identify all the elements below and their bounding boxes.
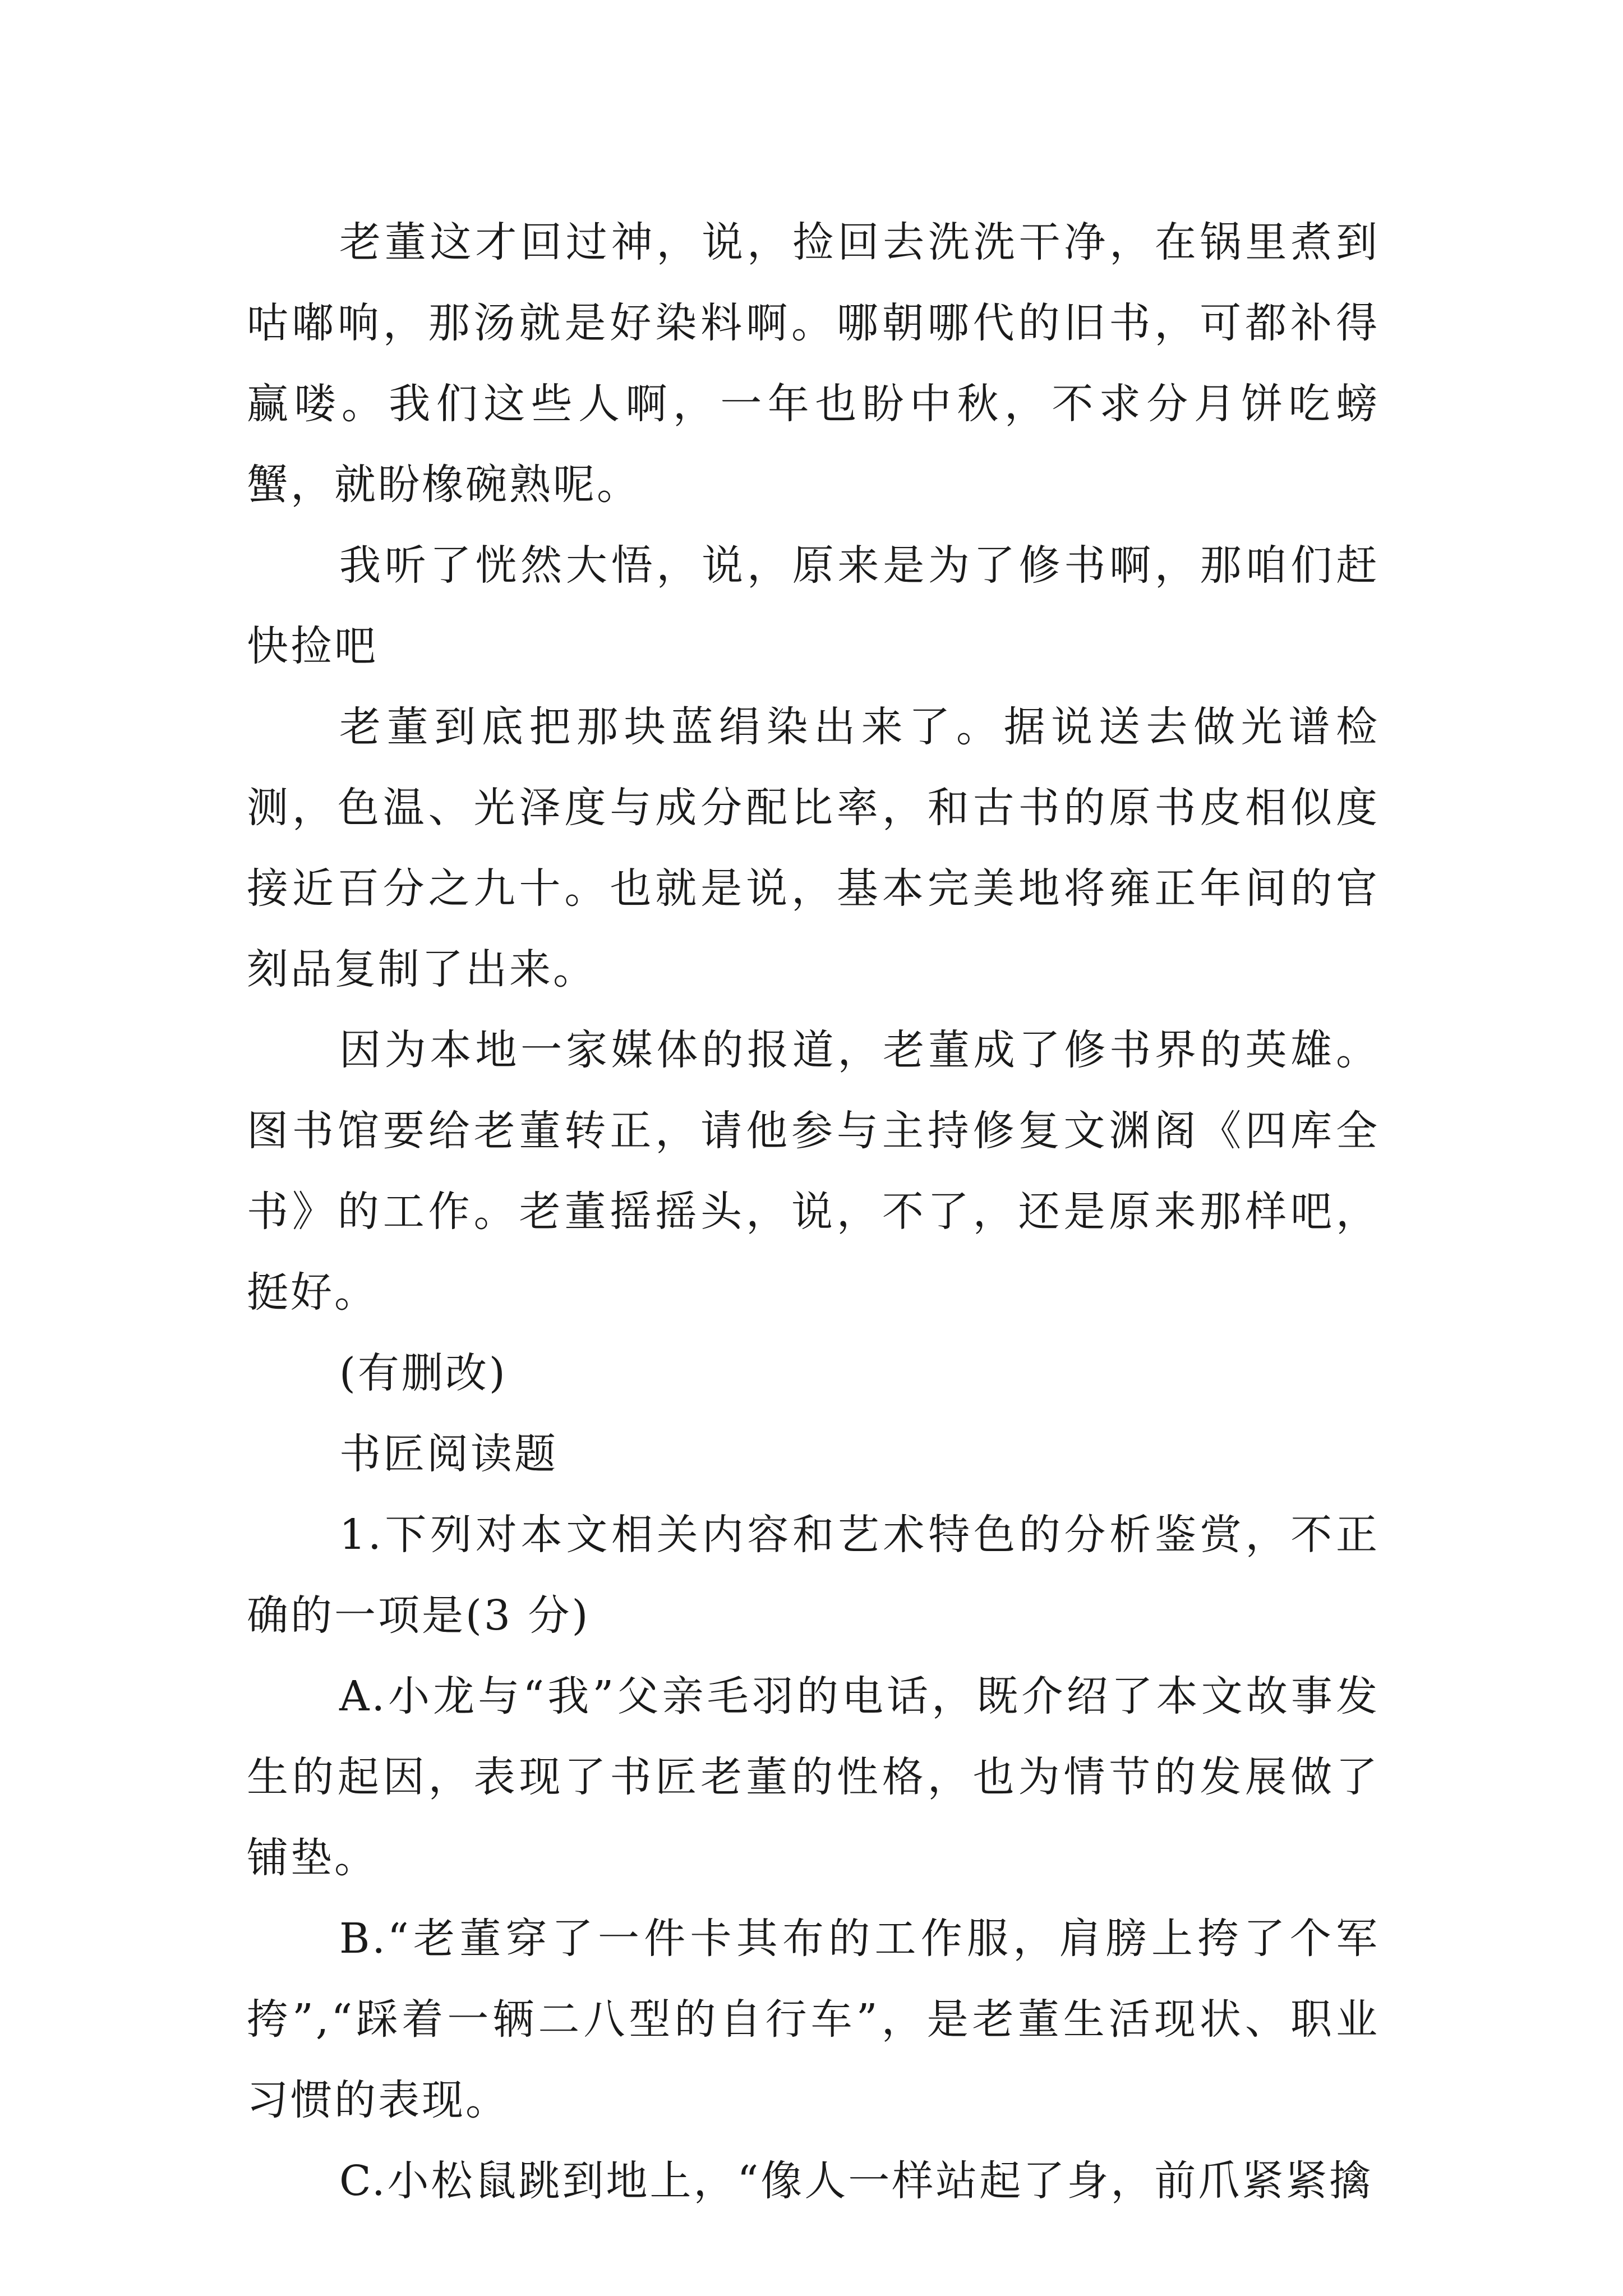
option-c: C.小松鼠跳到地上，“像人一样站起了身，前爪紧紧擒	[339, 2157, 1373, 2205]
question-1: 1.下列对本文相关内容和艺术特色的分析鉴赏，不正确的一项是(3 分)	[247, 1511, 1380, 1640]
paragraph-hero: 因为本地一家媒体的报道，老董成了修书界的英雄。图书馆要给老董转正，请他参与主持修复文渊阁《四库全书》的工作。老董摇摇头，说，不了，还是原来那样吧，挺好。	[247, 1026, 1380, 1317]
section-heading: 书匠阅读题	[339, 1430, 558, 1478]
paragraph-realization: 我听了恍然大悟，说，原来是为了修书啊，那咱们赶快捡吧	[247, 541, 1380, 670]
document-body	[247, 202, 1380, 2221]
edit-note: (有删改)	[339, 1349, 508, 1397]
paragraph-continuation: 老董这才回过神，说，捡回去洗洗干净，在锅里煮到咕嘟响，那汤就是好染料啊。哪朝哪代的旧书，可都补得赢喽。我们这些人啊，一年也盼中秋，不求分月饼吃螃蟹，就盼橡碗熟呢。	[247, 218, 1380, 509]
option-b: B.“老董穿了一件卡其布的工作服，肩膀上挎了个军挎”,“踩着一辆二八型的自行车”，是老董生活现状、职业习惯的表现。	[247, 1915, 1380, 2124]
paragraph-blue-silk: 老董到底把那块蓝绢染出来了。据说送去做光谱检测，色温、光泽度与成分配比率，和古书的原书皮相似度接近百分之九十。也就是说，基本完美地将雍正年间的官刻品复制了出来。	[247, 703, 1380, 993]
option-a: A.小龙与“我”父亲毛羽的电话，既介绍了本文故事发生的起因，表现了书匠老董的性格，也为情节的发展做了铺垫。	[247, 1672, 1380, 1882]
